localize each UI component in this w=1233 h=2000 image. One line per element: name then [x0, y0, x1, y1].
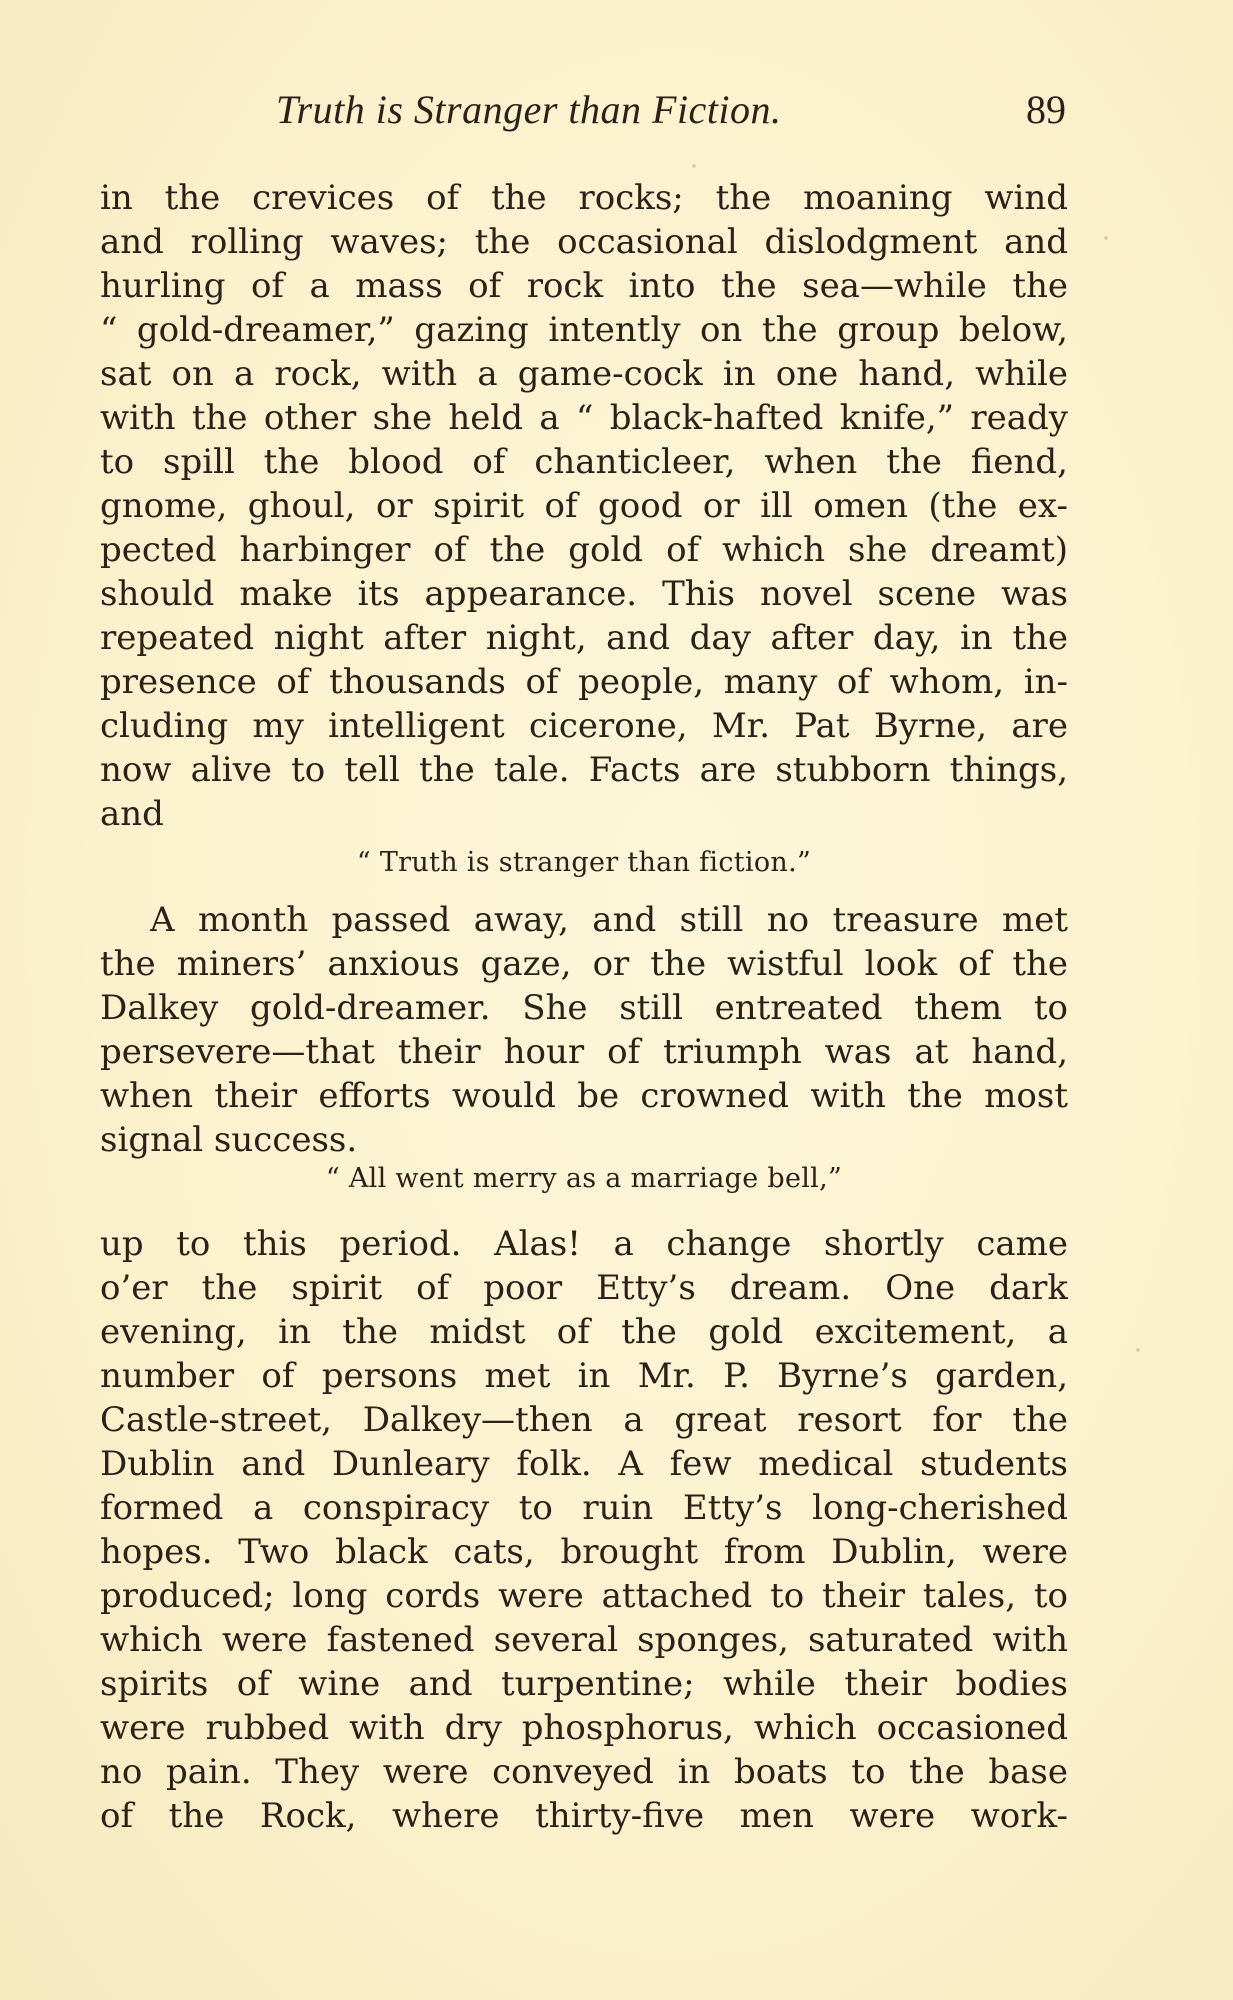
- text-line: number of persons met in Mr. P. Byrne’s garden,: [100, 1356, 1068, 1396]
- text-line: pected harbinger of the gold of which she dreamt): [100, 530, 1068, 570]
- text-line: when their efforts would be crowned with the most: [100, 1076, 1068, 1116]
- running-title: Truth is Stranger than Fiction.: [276, 87, 782, 132]
- text-line: no pain. They were conveyed in boats to the base: [100, 1752, 1068, 1792]
- text-line: hopes. Two black cats, brought from Dublin, were: [100, 1532, 1068, 1572]
- text-line: formed a conspiracy to ruin Etty’s long-cherished: [100, 1488, 1068, 1528]
- text-line: should make its appearance. This novel scene was: [100, 574, 1068, 614]
- quotation-truth: “ Truth is stranger than fiction.”: [356, 847, 812, 878]
- text-line: spirits of wine and turpentine; while their bodies: [100, 1664, 1068, 1704]
- text-line: now alive to tell the tale. Facts are stubborn things,: [100, 750, 1068, 790]
- text-line: gnome, ghoul, or spirit of good or ill omen (the ex-: [100, 486, 1068, 526]
- text-line: with the other she held a “ black-hafted knife,” ready: [100, 398, 1068, 438]
- text-line: produced; long cords were attached to their tales, to: [100, 1576, 1068, 1616]
- text-line: “ gold-dreamer,” gazing intently on the group below,: [100, 310, 1068, 350]
- text-line: A month passed away, and still no treasure met: [150, 900, 1068, 940]
- text-line: to spill the blood of chanticleer, when the fiend,: [100, 442, 1068, 482]
- text-line: the miners’ anxious gaze, or the wistful look of the: [100, 944, 1068, 984]
- text-line: repeated night after night, and day after day, in the: [100, 618, 1068, 658]
- text-line: were rubbed with dry phosphorus, which occasioned: [100, 1708, 1068, 1748]
- paragraph-1: [100, 176, 1068, 836]
- text-line: cluding my intelligent cicerone, Mr. Pat Byrne, are: [100, 706, 1068, 746]
- text-line: which were fastened several sponges, saturated with: [100, 1620, 1068, 1660]
- text-line: Dalkey gold-dreamer. She still entreated them to: [100, 988, 1068, 1028]
- text-line: of the Rock, where thirty-five men were work-: [100, 1796, 1068, 1836]
- paper-speck: [1104, 236, 1108, 240]
- page-header: [276, 86, 1066, 136]
- paragraph-3: [100, 1222, 1068, 1838]
- text-line: Dublin and Dunleary folk. A few medical students: [100, 1444, 1068, 1484]
- text-line: persevere—that their hour of triumph was at hand,: [100, 1032, 1068, 1072]
- paper-speck: [692, 164, 696, 168]
- quotation-marriage-bell: “ All went merry as a marriage bell,”: [325, 1163, 843, 1194]
- text-line: hurling of a mass of rock into the sea—while the: [100, 266, 1068, 306]
- text-line: o’er the spirit of poor Etty’s dream. One dark: [100, 1268, 1068, 1308]
- text-line: and rolling waves; the occasional dislodgment and: [100, 222, 1068, 262]
- text-line: Castle-street, Dalkey—then a great resort for the: [100, 1400, 1068, 1440]
- paper-speck: [1136, 1348, 1140, 1352]
- text-line: and: [100, 794, 164, 834]
- text-line: in the crevices of the rocks; the moaning wind: [100, 178, 1068, 218]
- page-number: 89: [1026, 87, 1066, 132]
- text-line: up to this period. Alas! a change shortly came: [100, 1224, 1068, 1264]
- text-line: evening, in the midst of the gold excitement, a: [100, 1312, 1068, 1352]
- text-line: sat on a rock, with a game-cock in one hand, while: [100, 354, 1068, 394]
- text-line: signal success.: [100, 1120, 358, 1160]
- text-line: presence of thousands of people, many of whom, in-: [100, 662, 1068, 702]
- paragraph-2: [100, 898, 1068, 1162]
- body-text: [100, 176, 1068, 1838]
